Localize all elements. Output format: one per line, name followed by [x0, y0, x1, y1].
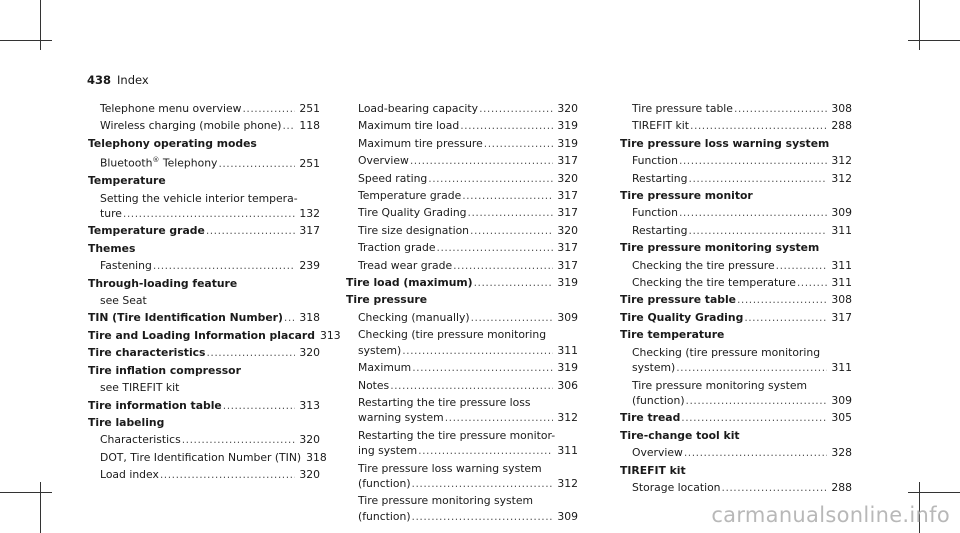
leader-dots: [412, 476, 554, 491]
page-ref: 313: [319, 328, 341, 342]
index-subentry[interactable]: [346, 327, 578, 358]
index-heading: Tire labeling: [88, 415, 165, 429]
leader-dots: [681, 410, 827, 425]
page-ref: 239: [299, 259, 320, 273]
index-subentry[interactable]: [346, 493, 578, 524]
registered-mark: ®: [152, 156, 160, 165]
leader-dots: [676, 360, 827, 375]
subentry-label: (function): [358, 509, 411, 523]
leader-dots: [737, 292, 827, 307]
leader-dots: [679, 205, 827, 220]
label-part: Wireless charging (mobile phone): [100, 119, 282, 133]
leader-dots: [776, 258, 828, 273]
label-part: Overview: [358, 154, 409, 168]
index-heading: Tire inflation compressor: [88, 363, 241, 377]
index-subentry[interactable]: [620, 153, 852, 168]
page-ref: 318: [299, 311, 320, 325]
entry-label: Tire information table: [88, 398, 222, 412]
index-entry[interactable]: [88, 328, 341, 343]
leader-dots: [428, 171, 553, 186]
leader-dots: [206, 345, 295, 360]
subentry-label: [358, 101, 478, 116]
index-subentry[interactable]: [620, 118, 852, 133]
index-heading: Through-loading feature: [88, 276, 238, 290]
subentry-line: Checking (tire pressure monitoring: [358, 328, 547, 342]
index-subentry[interactable]: [346, 428, 578, 459]
subentry-label: [632, 171, 688, 186]
page-ref: 312: [557, 411, 578, 425]
subentry-line: Restarting the tire pressure monitor-: [358, 428, 556, 442]
index-subentry[interactable]: [88, 467, 320, 482]
subentry-label: [358, 258, 452, 273]
index-subentry[interactable]: [88, 118, 320, 133]
index-entry[interactable]: [88, 223, 320, 238]
crop-mark: [919, 0, 920, 50]
label-part: Temperature grade: [358, 189, 462, 203]
crop-mark: [40, 0, 41, 50]
leader-dots: [462, 188, 553, 203]
leader-dots: [390, 378, 553, 393]
entry-label: TIN (Tire Identification Number): [88, 311, 283, 325]
index-subentry[interactable]: [88, 191, 320, 222]
index-subentry[interactable]: [620, 171, 852, 186]
subentry-line: Tire pressure monitoring system: [358, 494, 534, 508]
index-subentry[interactable]: [620, 275, 852, 290]
index-column-1: [88, 101, 341, 485]
index-subentry[interactable]: [346, 395, 578, 426]
watermark: carmanualsonline.info: [711, 503, 950, 527]
label-part: Tire pressure table: [632, 102, 733, 115]
index-subentry[interactable]: [620, 205, 852, 220]
page-ref: 308: [831, 102, 852, 115]
label-part: Tire size designation: [358, 223, 470, 237]
index-subentry[interactable]: [346, 153, 578, 168]
leader-dots: [679, 153, 827, 168]
section-title: Index: [117, 73, 149, 87]
subentry-line: Tire pressure loss warning system: [358, 461, 542, 475]
index-subentry[interactable]: [620, 345, 852, 376]
subentry-label: system): [358, 343, 402, 357]
page-ref: 311: [831, 276, 852, 290]
subentry-last-line: [358, 410, 578, 425]
page-ref: 328: [831, 446, 852, 460]
subentry-label: [358, 378, 389, 393]
subentry-label: ture: [100, 207, 122, 221]
index-heading: TIREFIT kit: [620, 463, 686, 477]
index-subentry[interactable]: [346, 258, 578, 273]
label-part: Restarting: [632, 223, 688, 237]
subentry-label: warning system: [358, 411, 444, 425]
index-heading: Temperature: [88, 174, 166, 188]
index-subentry[interactable]: [346, 310, 578, 325]
index-subentry[interactable]: [346, 461, 578, 492]
index-heading: Tire pressure monitor: [620, 189, 753, 203]
entry-label: Temperature grade: [88, 224, 205, 238]
label-part: Load-bearing capacity: [358, 102, 479, 115]
subentry-label: [358, 360, 411, 375]
label-part: Notes: [358, 378, 390, 392]
crop-mark: [40, 482, 41, 533]
page-ref: 319: [557, 276, 578, 290]
page-ref: 319: [557, 119, 578, 133]
index-subentry[interactable]: [346, 205, 578, 220]
label-part: Overview: [632, 446, 683, 460]
leader-dots: [284, 310, 295, 325]
label-part: Load index: [100, 468, 159, 482]
leader-dots: [402, 343, 553, 358]
page-ref: 311: [831, 223, 852, 237]
index-subentry[interactable]: [346, 136, 578, 151]
page-ref: 317: [557, 258, 578, 272]
subentry-last-line: [632, 393, 852, 408]
index-subentry[interactable]: [620, 445, 852, 460]
page-ref: 132: [299, 207, 320, 221]
subentry-label: [632, 258, 775, 273]
subentry-label: [632, 205, 678, 220]
subentry-label: [358, 223, 469, 238]
index-subentry[interactable]: [620, 480, 852, 495]
subentry-last-line: [358, 509, 578, 524]
index-heading: Tire pressure monitoring system: [620, 241, 820, 255]
leader-dots: [123, 206, 295, 221]
page-ref: 288: [831, 480, 852, 494]
label-part: DOT, Tire Identification Number (TIN): [100, 450, 302, 464]
leader-dots: [689, 171, 828, 186]
page-ref: 308: [831, 293, 852, 307]
page-ref: 118: [299, 119, 320, 133]
index-subentry[interactable]: [346, 240, 578, 255]
index-column-2: [346, 101, 578, 526]
index-entry[interactable]: [620, 410, 852, 425]
leader-dots: [218, 156, 295, 171]
index-heading: Tire pressure loss warning system: [620, 136, 830, 150]
subentry-line: Restarting the tire pressure loss: [358, 395, 531, 409]
subentry-label: [100, 118, 282, 133]
label-part: Speed rating: [358, 171, 428, 185]
leader-dots: [410, 153, 554, 168]
subentry-label: (function): [632, 393, 685, 407]
page-ref: 311: [557, 444, 578, 458]
page-ref: 251: [299, 102, 320, 115]
page-ref: 309: [557, 509, 578, 523]
index-subentry[interactable]: [620, 223, 852, 238]
label-part: Fastening: [100, 259, 152, 273]
subentry-label: [632, 445, 683, 460]
subentry-label: [358, 171, 427, 186]
page-ref: 309: [557, 310, 578, 324]
page-ref: 312: [831, 154, 852, 168]
cross-reference: see Seat: [100, 294, 147, 308]
page-ref: 317: [557, 154, 578, 168]
leader-dots: [412, 509, 554, 524]
label-part: TIREFIT kit: [632, 119, 690, 133]
leader-dots: [445, 410, 554, 425]
leader-dots: [418, 443, 553, 458]
label-part: Traction grade: [358, 241, 436, 255]
page-ref: 311: [831, 258, 852, 272]
label-part: Checking the tire temperature: [632, 276, 796, 290]
subentry-label: [632, 101, 733, 116]
leader-dots: [689, 223, 828, 238]
leader-dots: [684, 445, 828, 460]
index-entry[interactable]: [620, 292, 852, 307]
index-entry[interactable]: [88, 310, 320, 325]
label-part: Function: [632, 206, 678, 220]
subentry-label: [100, 153, 217, 171]
leader-dots: [734, 101, 827, 116]
leader-dots: [474, 275, 554, 290]
subentry-label: [100, 258, 152, 273]
page-ref: 320: [299, 346, 320, 360]
page-ref: 313: [299, 398, 320, 412]
page-ref: 317: [831, 310, 852, 324]
entry-label: Tire characteristics: [88, 346, 206, 360]
label-part: Checking the tire pressure: [632, 258, 775, 272]
leader-dots: [437, 240, 554, 255]
leader-dots: [223, 398, 296, 413]
leader-dots: [283, 118, 296, 133]
label-part: Telephony: [159, 156, 218, 170]
index-subentry[interactable]: [346, 378, 578, 393]
page-ref: 305: [831, 411, 852, 425]
subentry-last-line: [100, 206, 320, 221]
leader-dots: [690, 118, 827, 133]
index-heading: Tire temperature: [620, 328, 725, 342]
subentry-label: [358, 118, 459, 133]
index-subentry[interactable]: [88, 432, 320, 447]
label-part: Maximum tire pressure: [358, 136, 483, 150]
subentry-label: [632, 223, 688, 238]
leader-dots: [484, 136, 554, 151]
label-part: Function: [632, 154, 678, 168]
index-subentry[interactable]: [346, 360, 578, 375]
subentry-label: [100, 432, 181, 447]
subentry-line: Checking (tire pressure monitoring: [632, 345, 821, 359]
index-subentry[interactable]: [346, 188, 578, 203]
label-part: Maximum: [358, 361, 412, 375]
label-part: Maximum tire load: [358, 119, 460, 133]
subentry-last-line: [358, 476, 578, 491]
page-ref: 317: [557, 206, 578, 220]
leader-dots: [471, 310, 554, 325]
index-subentry[interactable]: [88, 101, 320, 116]
label-part: Telephone menu overview: [100, 102, 242, 115]
subentry-last-line: [358, 343, 578, 358]
leader-dots: [686, 393, 828, 408]
leader-dots: [722, 480, 828, 495]
index-subentry[interactable]: [346, 118, 578, 133]
subentry-label: [100, 101, 241, 116]
index-entry[interactable]: [346, 275, 578, 290]
page-header: [87, 73, 149, 87]
index-entry[interactable]: [88, 345, 320, 360]
subentry-label: [100, 467, 159, 482]
page-ref: 251: [299, 156, 320, 170]
index-heading: Tire pressure: [346, 293, 428, 307]
leader-dots: [160, 467, 296, 482]
page-ref: 320: [299, 433, 320, 447]
leader-dots: [453, 258, 553, 273]
leader-dots: [468, 205, 554, 220]
leader-dots: [206, 223, 296, 238]
subentry-label: [632, 118, 689, 133]
leader-dots: [242, 101, 295, 116]
subentry-label: [358, 188, 461, 203]
entry-label: Tire load (maximum): [346, 276, 473, 290]
index-heading: Themes: [88, 241, 136, 255]
subentry-line: Setting the vehicle interior tempera-: [100, 191, 298, 205]
page-ref: 311: [831, 361, 852, 375]
crop-mark: [908, 40, 960, 41]
crop-mark: [908, 492, 960, 493]
subentry-label: ing system: [358, 444, 418, 458]
index-subentry[interactable]: [346, 223, 578, 238]
page-ref: 317: [557, 241, 578, 255]
leader-dots: [153, 258, 296, 273]
leader-dots: [182, 432, 296, 447]
subentry-label: [100, 450, 301, 465]
page-ref: 318: [306, 450, 327, 464]
index-subentry[interactable]: [346, 171, 578, 186]
page-ref: 309: [831, 393, 852, 407]
cross-reference: see TIREFIT kit: [100, 381, 180, 395]
page-ref: 309: [831, 206, 852, 220]
subentry-line: Tire pressure monitoring system: [632, 378, 808, 392]
page-number: 438: [87, 73, 112, 87]
crop-mark: [0, 492, 52, 493]
page-ref: 288: [831, 119, 852, 133]
subentry-last-line: [358, 443, 578, 458]
subentry-label: [358, 153, 409, 168]
page-ref: 317: [299, 224, 320, 238]
subentry-label: [358, 205, 467, 220]
index-subentry[interactable]: [620, 101, 852, 116]
page-ref: 306: [557, 378, 578, 392]
crop-mark: [0, 40, 52, 41]
subentry-label: [358, 136, 483, 151]
page-ref: 311: [557, 343, 578, 357]
leader-dots: [479, 101, 553, 116]
index-heading: Telephony operating modes: [88, 136, 257, 150]
leader-dots: [744, 310, 827, 325]
page-ref: 320: [557, 223, 578, 237]
label-part: Tread wear grade: [358, 258, 453, 272]
leader-dots: [460, 118, 553, 133]
page-ref: 320: [557, 102, 578, 115]
index-heading: Tire-change tool kit: [620, 428, 740, 442]
label-part: Characteristics: [100, 433, 181, 447]
page-ref: 312: [557, 476, 578, 490]
page-ref: 319: [557, 361, 578, 375]
page-ref: 317: [557, 189, 578, 203]
subentry-last-line: [632, 360, 852, 375]
leader-dots: [797, 275, 828, 290]
index-subentry[interactable]: [88, 153, 320, 171]
page-ref: 312: [831, 171, 852, 185]
subentry-label: (function): [358, 476, 411, 490]
index-subentry[interactable]: [620, 258, 852, 273]
subentry-label: [358, 310, 470, 325]
index-subentry[interactable]: [346, 101, 578, 116]
label-part: Tire Quality Grading: [358, 206, 467, 220]
subentry-label: [632, 153, 678, 168]
leader-dots: [470, 223, 553, 238]
subentry-label: system): [632, 361, 676, 375]
entry-label: Tire pressure table: [620, 293, 736, 307]
index-entry[interactable]: [620, 310, 852, 325]
page-ref: 319: [557, 136, 578, 150]
subentry-label: [632, 275, 796, 290]
index-column-3: [620, 101, 852, 497]
label-part: Restarting: [632, 171, 688, 185]
page-ref: 320: [557, 171, 578, 185]
label-part: Storage location: [632, 480, 721, 494]
entry-label: Tire tread: [620, 411, 681, 425]
index-subentry[interactable]: [88, 258, 320, 273]
label-part: Bluetooth: [100, 156, 153, 170]
label-part: Checking (manually): [358, 310, 470, 324]
subentry-label: [358, 240, 436, 255]
subentry-label: [632, 480, 721, 495]
entry-label: Tire Quality Grading: [620, 310, 744, 324]
page-ref: 320: [299, 468, 320, 482]
entry-label: Tire and Loading Information placard: [88, 328, 315, 342]
leader-dots: [412, 360, 553, 375]
index-subentry[interactable]: [620, 378, 852, 409]
index-entry[interactable]: [88, 398, 320, 413]
index-subentry[interactable]: [88, 450, 327, 465]
